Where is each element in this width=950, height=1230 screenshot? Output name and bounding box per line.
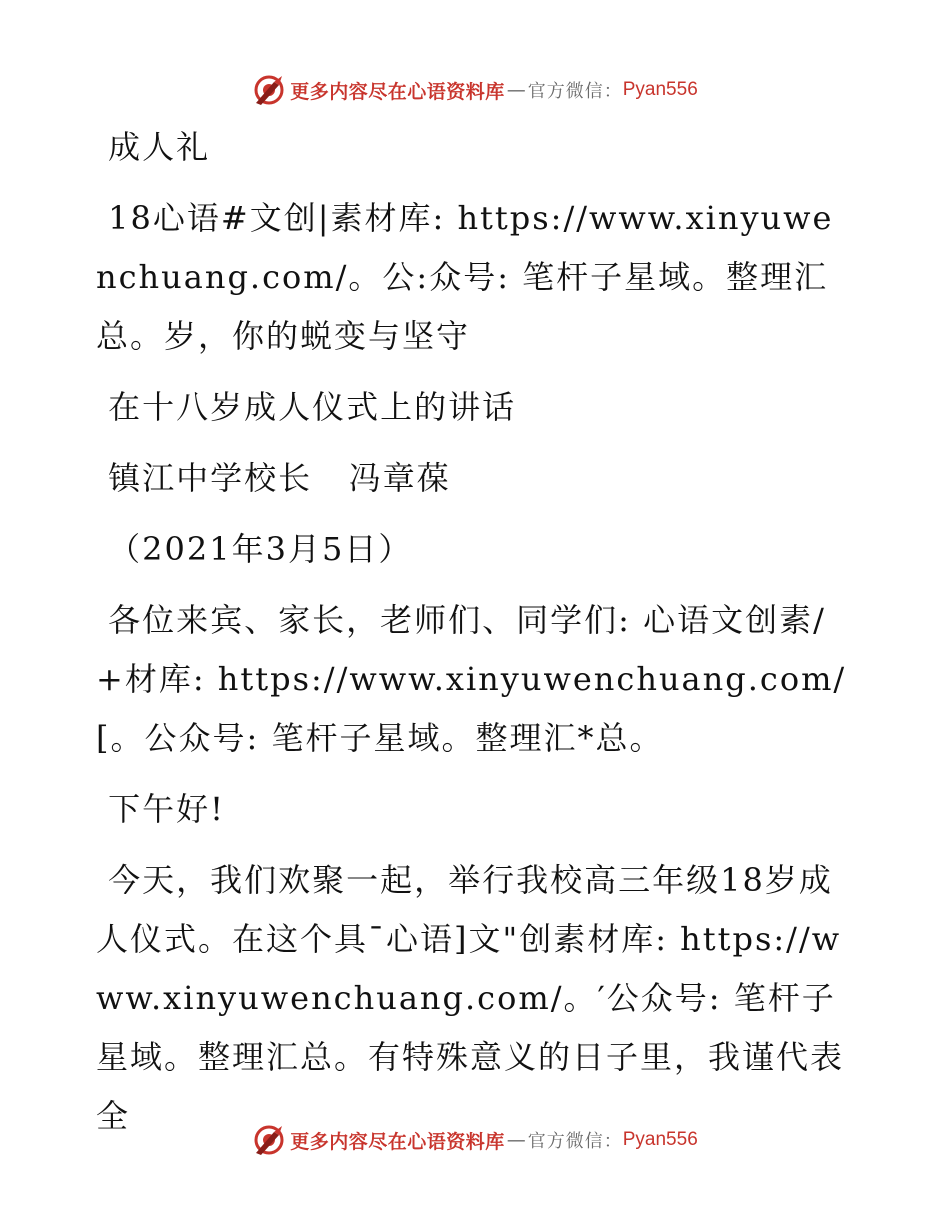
paragraph-speech-title: 在十八岁成人仪式上的讲话 [96,388,517,426]
banner-dash: — [506,1129,526,1151]
paragraph-date: （2021年3月5日） [96,530,413,568]
wechat-id: Pyan556 [622,79,698,100]
paragraph: 18心语#文创|素材库: https://www.xinyuwenchuang.com/。公:众号: 笔杆子星域。整理汇总。岁，你的蜕变与坚守 [96,199,834,355]
paragraph-title: 成人礼 [96,128,211,166]
paragraph-author: 镇江中学校长 冯章葆 [96,459,451,497]
document-body [96,118,856,1158]
banner-dash: — [506,79,526,101]
logo-icon [252,73,286,107]
logo-icon [252,1123,286,1157]
header-banner [0,70,950,110]
paragraph: 各位来宾、家长，老师们、同学们: 心语文创素/+材库: https://www.xinyuwenchuang.com/[。公众号: 笔杆子星域。整理汇*总。 [96,601,847,757]
wechat-label: 官方微信： [527,1131,623,1152]
wechat-label: 官方微信： [527,81,623,102]
footer-banner [0,1120,950,1160]
paragraph-greeting: 下午好! [96,790,226,828]
banner-text: 更多内容尽在心语资料库 [290,80,505,103]
banner-text: 更多内容尽在心语资料库 [290,1130,505,1153]
paragraph: 今天，我们欢聚一起，举行我校高三年级18岁成人仪式。在这个具¯心语]文"创素材库: https://www.xinyuwenchuang.com/。′公众号: 笔杆子星域。整理汇总。有特殊意义的日子里，我谨代表全 [96,861,845,1135]
wechat-id: Pyan556 [622,1129,698,1150]
